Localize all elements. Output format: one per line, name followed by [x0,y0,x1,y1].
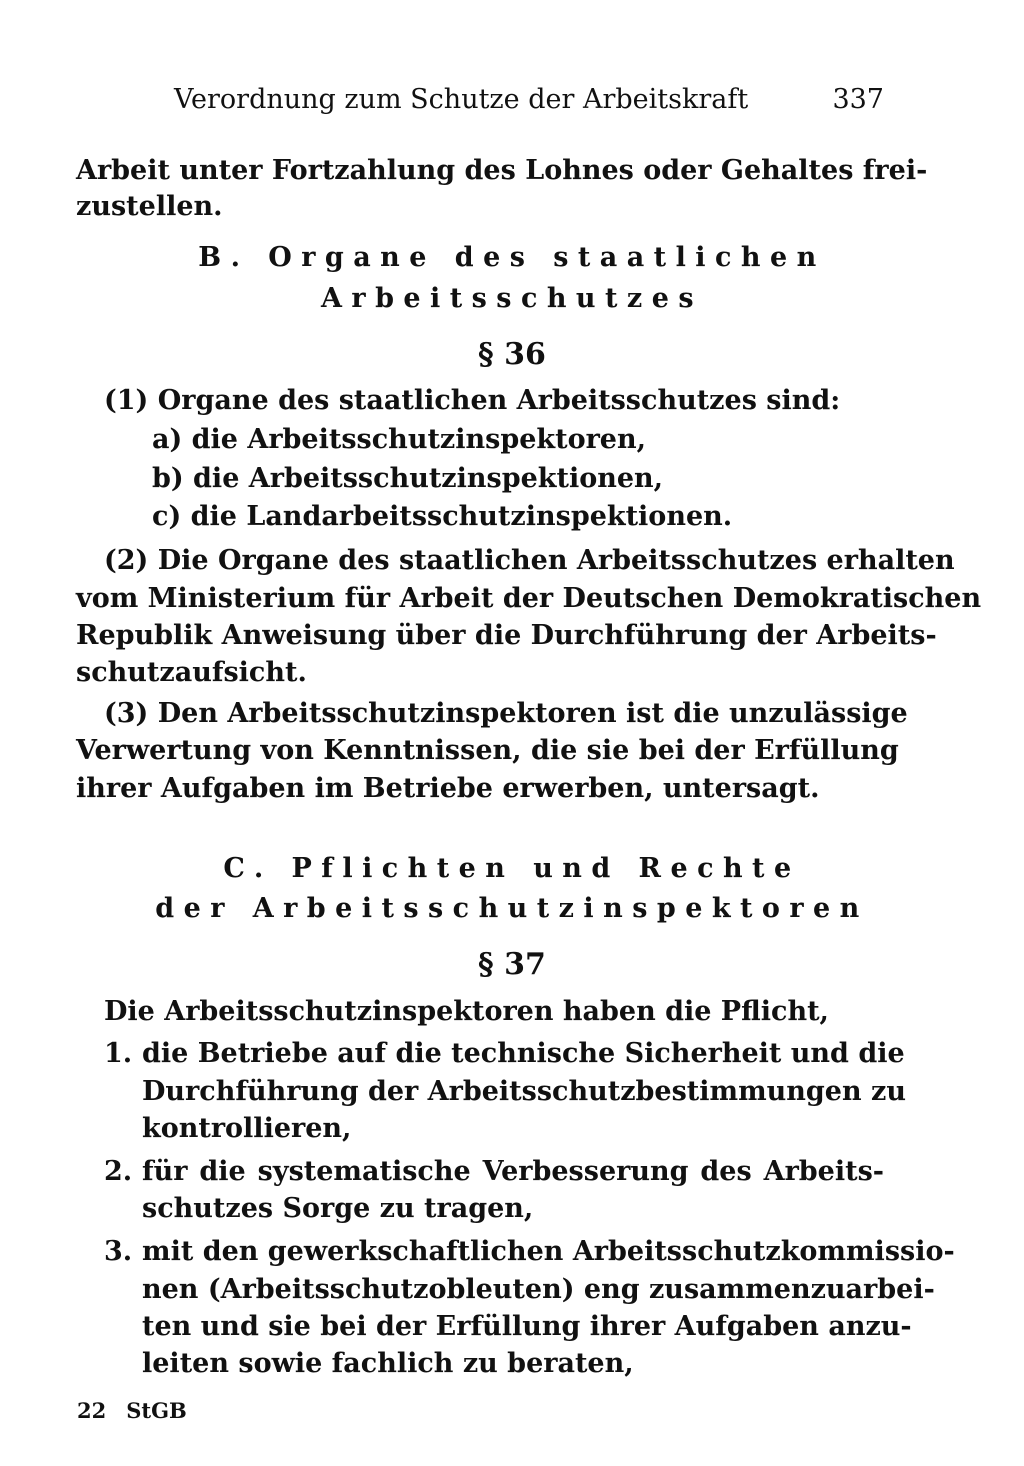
body-line: (1) Organe des staatlichen Arbeitsschutzes sind: [104,385,841,416]
list-item-line: mit den gewerkschaftlichen Arbeitsschutzkommissio- [142,1236,955,1267]
running-header [174,84,884,124]
body-line: Verwertung von Kenntnissen, die sie bei der Erfüllung [76,735,899,766]
list-item: c) die Landarbeitsschutzinspektionen. [152,501,733,532]
list-item-line: schutzes Sorge zu tragen, [142,1193,534,1224]
list-item: b) die Arbeitsschutzinspektionen, [152,463,664,494]
body-line: ihrer Aufgaben im Betriebe erwerben, untersagt. [76,773,820,804]
section-heading: Arbeitsschutzes [321,283,703,314]
body-line: vom Ministerium für Arbeit der Deutschen Demokratischen [76,583,982,614]
body-line: schutzaufsicht. [76,657,307,688]
list-number: 3. [104,1236,133,1267]
paragraph-number: § 37 [478,947,546,982]
list-number: 2. [104,1156,133,1187]
paragraph-number: § 36 [478,337,546,372]
list-item-line: ten und sie bei der Erfüllung ihrer Aufgaben anzu- [142,1311,912,1342]
body-line: zustellen. [76,191,223,222]
footer-code: StGB [126,1398,187,1423]
body-line: (3) Den Arbeitsschutzinspektoren ist die unzulässige [104,698,908,729]
list-item: a) die Arbeitsschutzinspektoren, [152,424,647,455]
list-item-line: nen (Arbeitsschutzobleuten) eng zusammenzuarbei- [142,1274,935,1305]
footer-signature [77,1398,187,1423]
list-item-line: leiten sowie fachlich zu beraten, [142,1348,634,1379]
page-number: 337 [832,84,884,115]
section-heading: C. Pflichten und Rechte [223,853,801,884]
list-item-line: die Betriebe auf die technische Sicherheit und die [142,1038,905,1069]
list-number: 1. [104,1038,133,1069]
body-line: Republik Anweisung über die Durchführung der Arbeits- [76,620,937,651]
list-item-line: kontrollieren, [142,1113,352,1144]
body-line: Arbeit unter Fortzahlung des Lohnes oder Gehaltes frei- [76,155,928,186]
section-heading: der Arbeitsschutzinspektoren [155,893,869,924]
list-item-line: Durchführung der Arbeitsschutzbestimmungen zu [142,1076,906,1107]
sheet-number: 22 [77,1398,107,1423]
running-title: Verordnung zum Schutze der Arbeitskraft [174,84,749,115]
list-item-line: für die systematische Verbesserung des Arbeits- [142,1156,884,1187]
body-line: (2) Die Organe des staatlichen Arbeitsschutzes erhalten [104,545,955,576]
section-heading: B. Organe des staatlichen [198,242,826,273]
body-line: Die Arbeitsschutzinspektoren haben die Pflicht, [104,996,829,1027]
